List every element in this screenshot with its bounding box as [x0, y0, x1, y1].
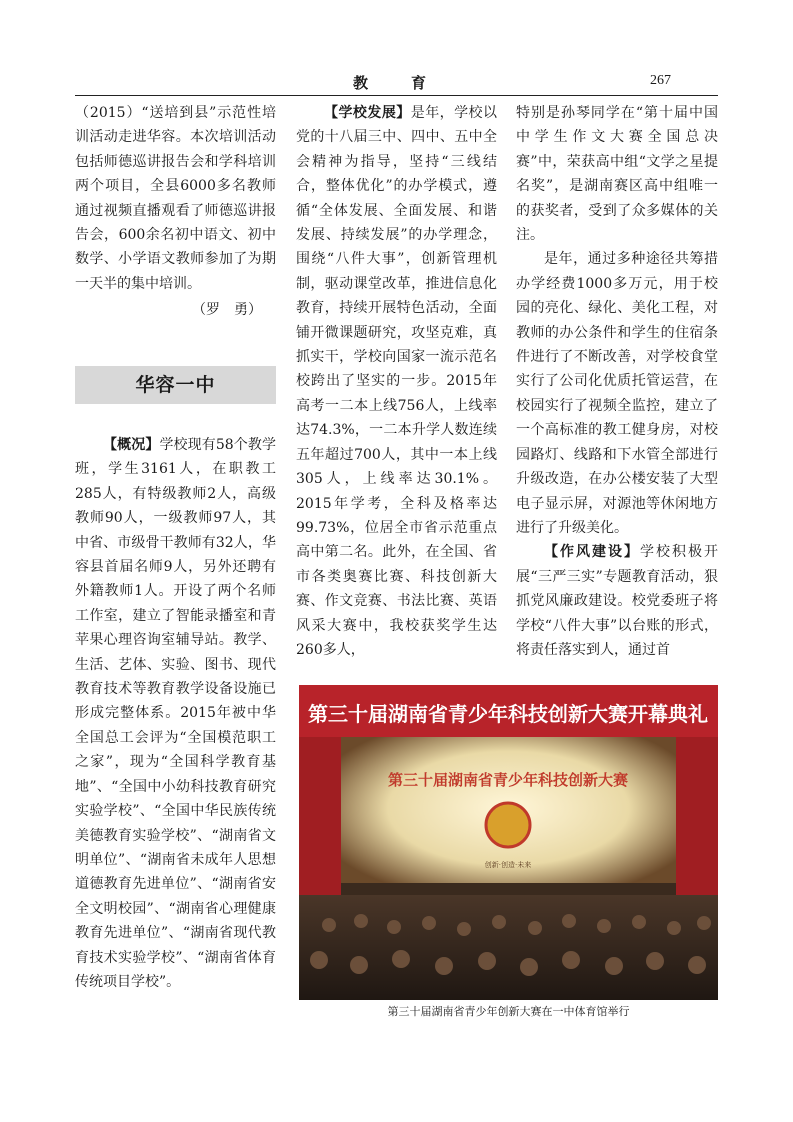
banner-text: 第三十届湖南省青少年科技创新大赛开幕典礼	[308, 702, 708, 726]
stage-platform	[341, 883, 676, 897]
event-photo	[299, 685, 718, 1000]
stage-curtain-left	[299, 737, 341, 895]
running-header-section: 教 育	[352, 74, 440, 92]
style-paragraph	[516, 540, 718, 662]
page-number: 267	[650, 73, 671, 88]
overview-text: 学校现有58个教学班，学生3161人，在职教工285人，有特级教师2人，高级教师90人，一级教师97人，其中省、市级骨干教师有32人，华容县首届名师9人，另外还聘有外籍教师1人。开设了两个名师工作室，建立了智能录播室和青苹果心理咨询室辅导站。教学、生活、艺体、实验、图书、现代教育技术等教育教学设备设施已形成完整体系。2015年被中华全国总工会评为“全国模范职工之家”，现为“全国科学教育基地”、“全国中小幼科技教育研究实验学校”、“全国中华民族传统美德教育实验学校”、“湖南省文明单位”、“湖南省未成年人思想道德教育先进单位”、“湖南省安全文明校园”、“湖南省心理健康教育先进单位”、“湖南省现代教育技术实验学校”、“湖南省体育传统项目学校”。	[75, 437, 276, 990]
development-paragraph	[296, 101, 497, 662]
column-1-overview	[75, 433, 276, 994]
stage-curtain-right	[676, 737, 718, 895]
funding-paragraph: 是年，通过多种途径共筹措办学经费1000多万元，用于校园的亮化、绿化、美化工程，对教师的办公条件和学生的住宿条件进行了不断改善，对学校食堂实行了公司化优质托管运营，在校园实行了视频全监控，建立了一个高标准的教工健身房，对校园路灯、线路和下水管全部进行升级改造，在办公楼安装了大型电子显示屏，对源池等休闲地方进行了升级美化。	[516, 251, 718, 536]
school-section-title: 华容一中	[75, 366, 276, 404]
header-divider	[75, 95, 718, 96]
overview-label: 【概况】	[103, 437, 160, 453]
column-1	[75, 101, 276, 323]
column-2	[296, 101, 497, 662]
screen-subtext: 创新·创造·未来	[484, 861, 532, 869]
author-credit: （罗 勇）	[192, 302, 262, 319]
continuation-paragraph: 特别是孙琴同学在“第十届中国中学生作文大赛全国总决赛”中，荣获高中组“文学之星提名奖”，是湖南赛区高中组唯一的获奖者，受到了众多媒体的关注。	[516, 105, 718, 244]
style-text: 学校积极开展“三严三实”专题教育活动，狠抓党风廉政建设。校党委班子将学校“八件大事”以台账的形式，将责任落实到人，通过首	[516, 544, 718, 658]
photo-caption: 第三十届湖南省青少年创新大赛在一中体育馆举行	[387, 1005, 630, 1018]
development-label: 【学校发展】	[324, 105, 411, 121]
style-label: 【作风建设】	[544, 544, 640, 561]
event-logo	[486, 803, 530, 847]
development-text: 是年，学校以党的十八届三中、四中、五中全会精神为指导，坚持“三线结合，整体优化”的办学模式，遵循“全体发展、全面发展、和谐发展、持续发展”的办学理念，围绕“八件大事”，创新管理机制，驱动课堂改革，推进信息化教育，持续开展特色活动，全面铺开微课题研究，攻坚克难，真抓实干，学校向国家一流示范名校跨出了坚实的一步。2015年高考一二本上线756人，上线率达74.3%，一二本升学人数连续五年超过700人，其中一本上线305人，上线率达30.1%。2015年学考，全科及格率达99.73%，位居全市省示范重点高中第二名。此外，在全国、省市各类奥赛比赛、科技创新大赛、作文竞赛、书法比赛、英语风采大赛中，我校获奖学生达260多人，	[296, 105, 498, 658]
audience-crowd	[299, 895, 718, 1000]
intro-paragraph: （2015）“送培到县”示范性培训活动走进华容。本次培训活动包括师德巡讲报告会和学科培训两个项目，全县6000多名教师通过视频直播观看了师德巡讲报告会，600余名初中语文、初中数学、小学语文教师参加了为期一天半的集中培训。	[75, 105, 276, 292]
column-3	[516, 101, 718, 662]
overview-paragraph	[75, 433, 276, 994]
screen-text: 第三十届湖南省青少年科技创新大赛	[387, 771, 629, 789]
